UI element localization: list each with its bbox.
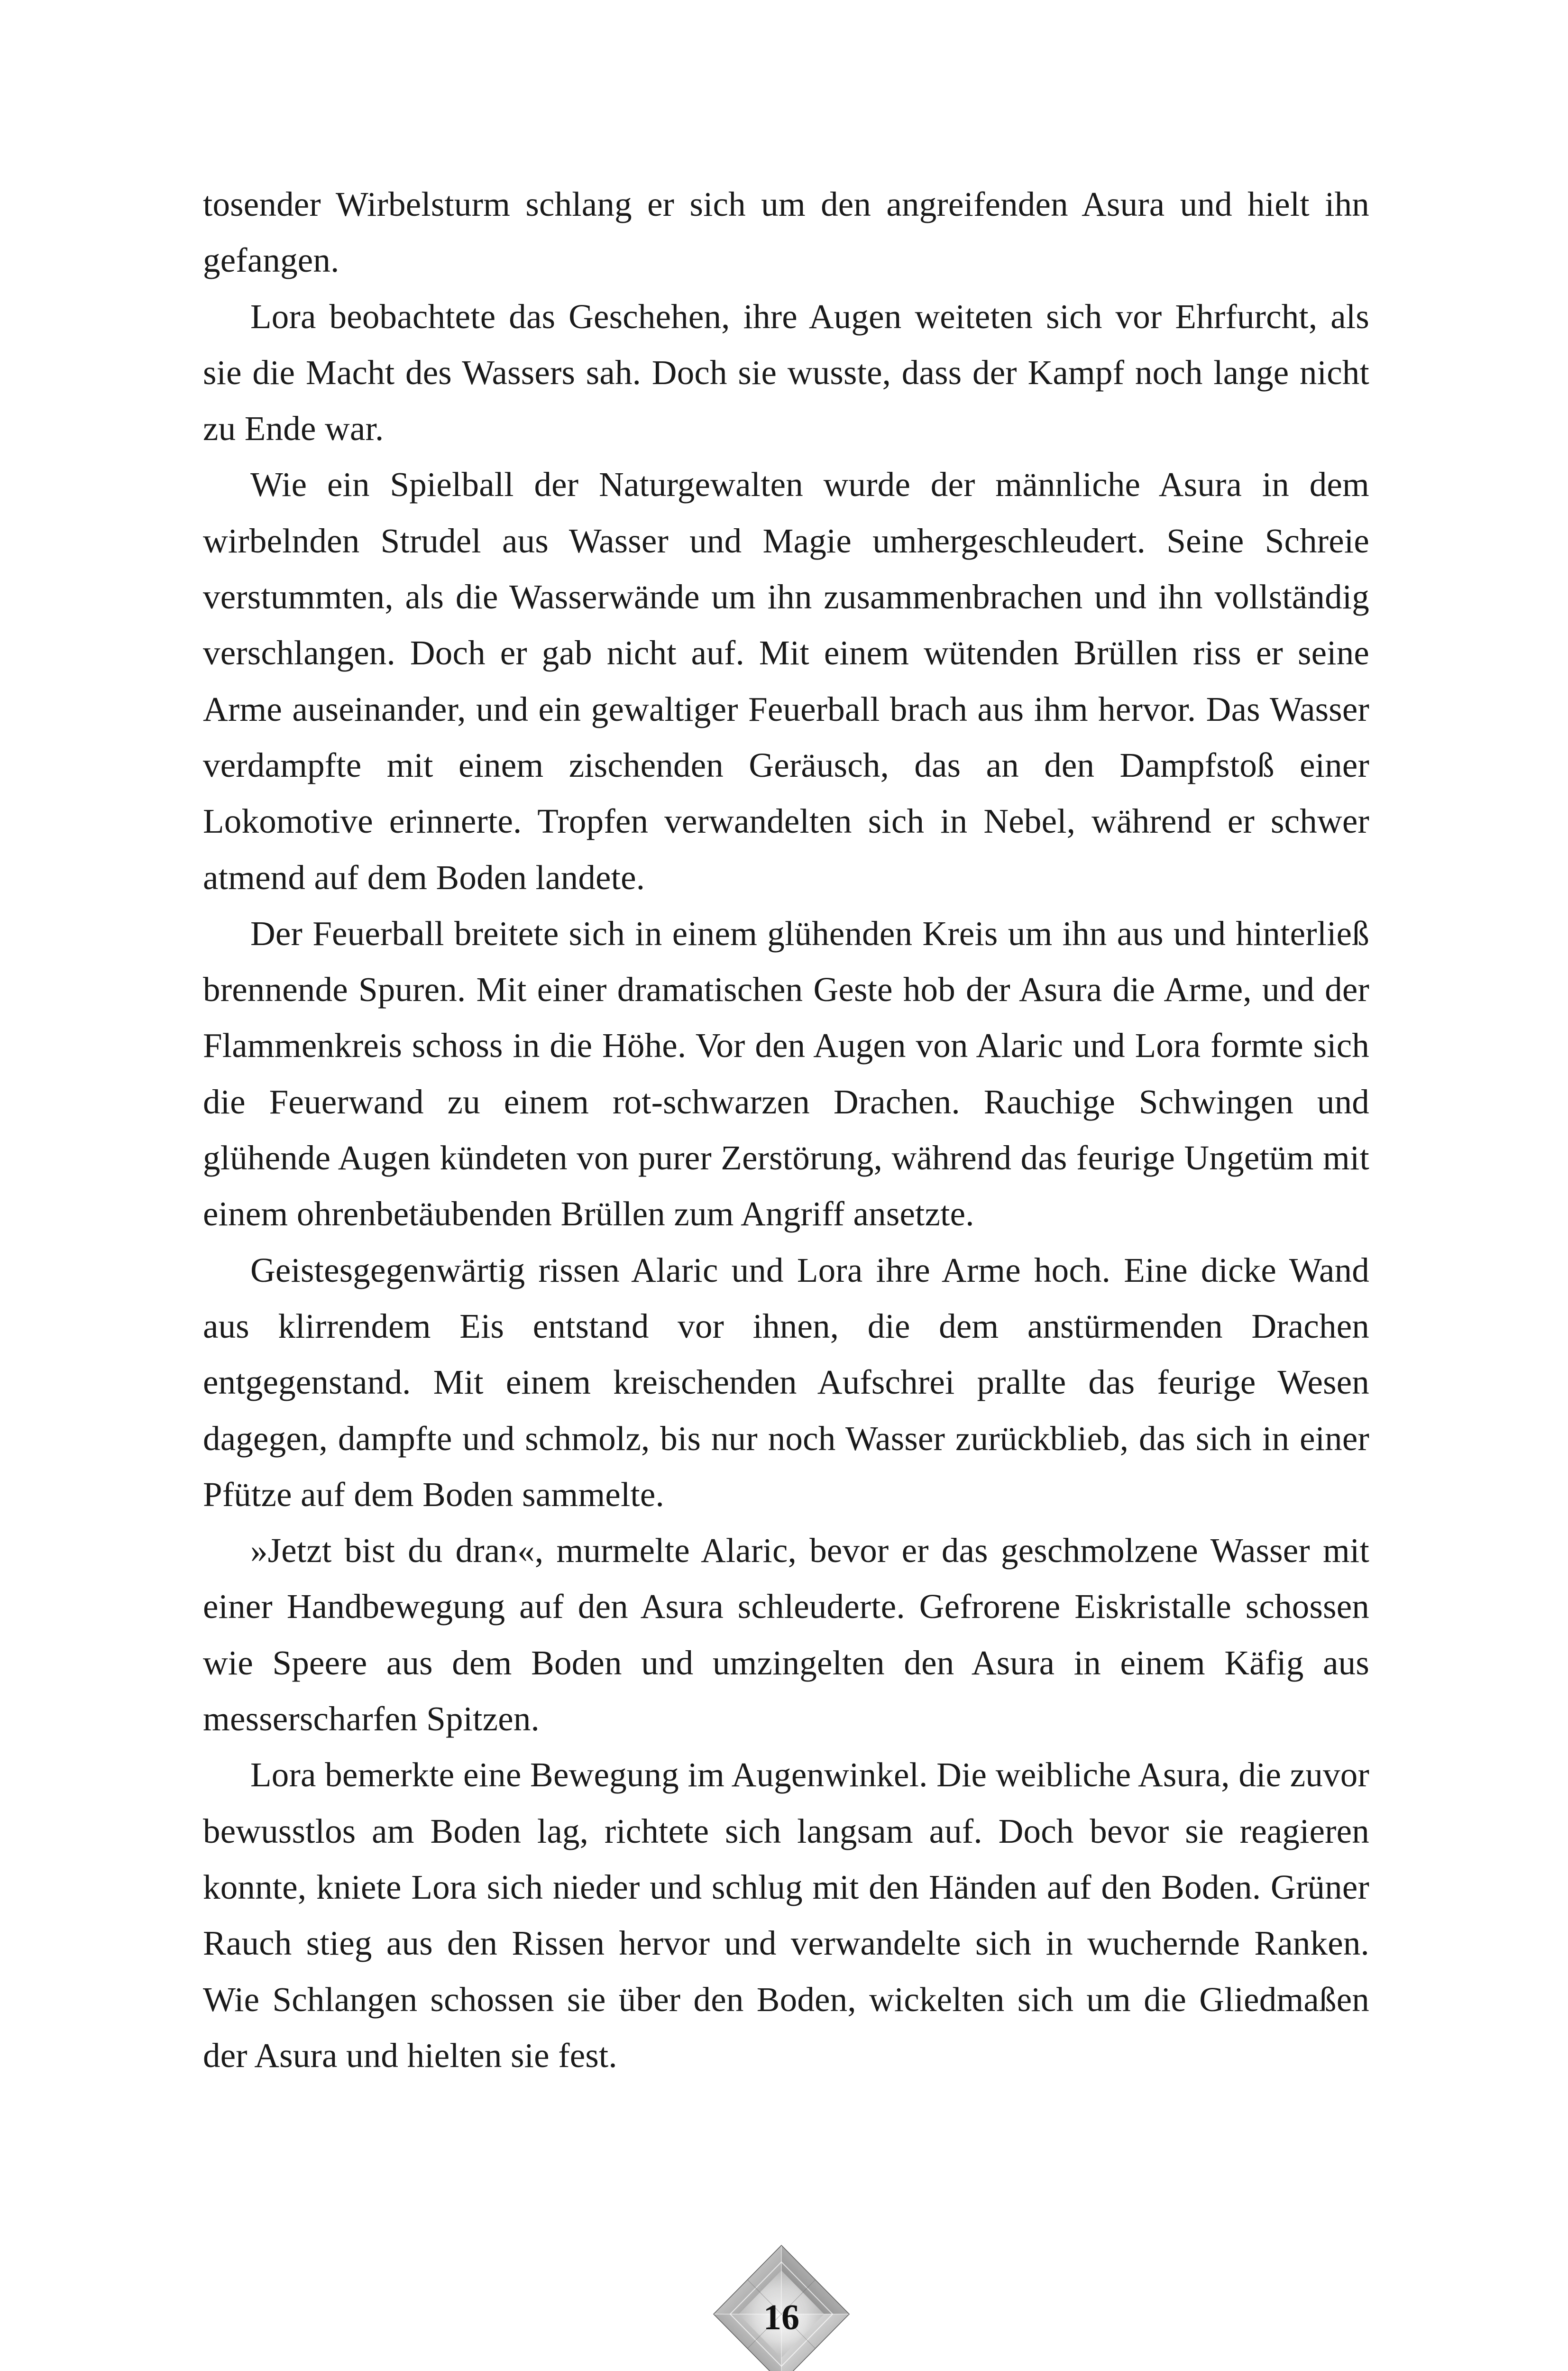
chapter-text <box>203 176 1369 2084</box>
paragraph-6: »Jetzt bist du dran«, murmelte Alaric, bevor er das geschmolzene Wasser mit einer Handbewegung auf den Asura schleuderte. Gefrorene Eiskristalle schossen wie Speere aus dem Boden und umzingelten den Asura in einem Käfig aus messerscharfen Spitzen. <box>203 1531 1369 1738</box>
paragraph-3: Wie ein Spielball der Naturgewalten wurde der männliche Asura in dem wirbelnden Strudel aus Wasser und Magie umhergeschleudert. Seine Schreie verstummten, als die Wasserwände um ihn zusammenbrachen und ihn vollständig verschlangen. Doch er gab nicht auf. Mit einem wütenden Brüllen riss er seine Arme auseinander, und ein gewaltiger Feuerball brach aus ihm hervor. Das Wasser verdampfte mit einem zischenden Geräusch, das an den Dampfstoß einer Lokomotive erinnerte. Tropfen verwandelten sich in Nebel, während er schwer atmend auf dem Boden landete. <box>203 465 1369 897</box>
page-number-ornament <box>710 2243 853 2371</box>
paragraph-4: Der Feuerball breitete sich in einem glühenden Kreis um ihn aus und hinterließ brennende Spuren. Mit einer dramatischen Geste hob der Asura die Arme, und der Flammenkreis schoss in die Höhe. Vor den Augen von Alaric und Lora formte sich die Feuerwand zu einem rot-schwarzen Drachen. Rauchige Schwingen und glühende Augen kündeten von purer Zerstörung, während das feurige Ungetüm mit einem ohrenbetäubenden Brüllen zum Angriff ansetzte. <box>203 914 1369 1233</box>
paragraph-2: Lora beobachtete das Geschehen, ihre Augen weiteten sich vor Ehrfurcht, als sie die Macht des Wassers sah. Doch sie wusste, dass der Kampf noch lange nicht zu Ende war. <box>203 297 1369 448</box>
page-number: 16 <box>763 2297 799 2337</box>
paragraph-5: Geistesgegenwärtig rissen Alaric und Lora ihre Arme hoch. Eine dicke Wand aus klirrendem Eis entstand vor ihnen, die dem anstürmenden Drachen entgegenstand. Mit einem kreischenden Aufschrei prallte das feurige Wesen dagegen, dampfte und schmolz, bis nur noch Wasser zurückblieb, das sich in einer Pfütze auf dem Boden sammelte. <box>203 1250 1369 1514</box>
paragraph-7: Lora bemerkte eine Bewegung im Augenwinkel. Die weibliche Asura, die zuvor bewusstlos am Boden lag, richtete sich langsam auf. Doch bevor sie reagieren konnte, kniete Lora sich nieder und schlug mit den Händen auf den Boden. Grüner Rauch stieg aus den Rissen hervor und verwandelte sich in wuchernde Ranken. Wie Schlangen schossen sie über den Boden, wickelten sich um die Gliedmaßen der Asura und hielten sie fest. <box>203 1755 1369 2075</box>
paragraph-1: tosender Wirbelsturm schlang er sich um den angreifenden Asura und hielt ihn gefangen. <box>203 185 1369 280</box>
